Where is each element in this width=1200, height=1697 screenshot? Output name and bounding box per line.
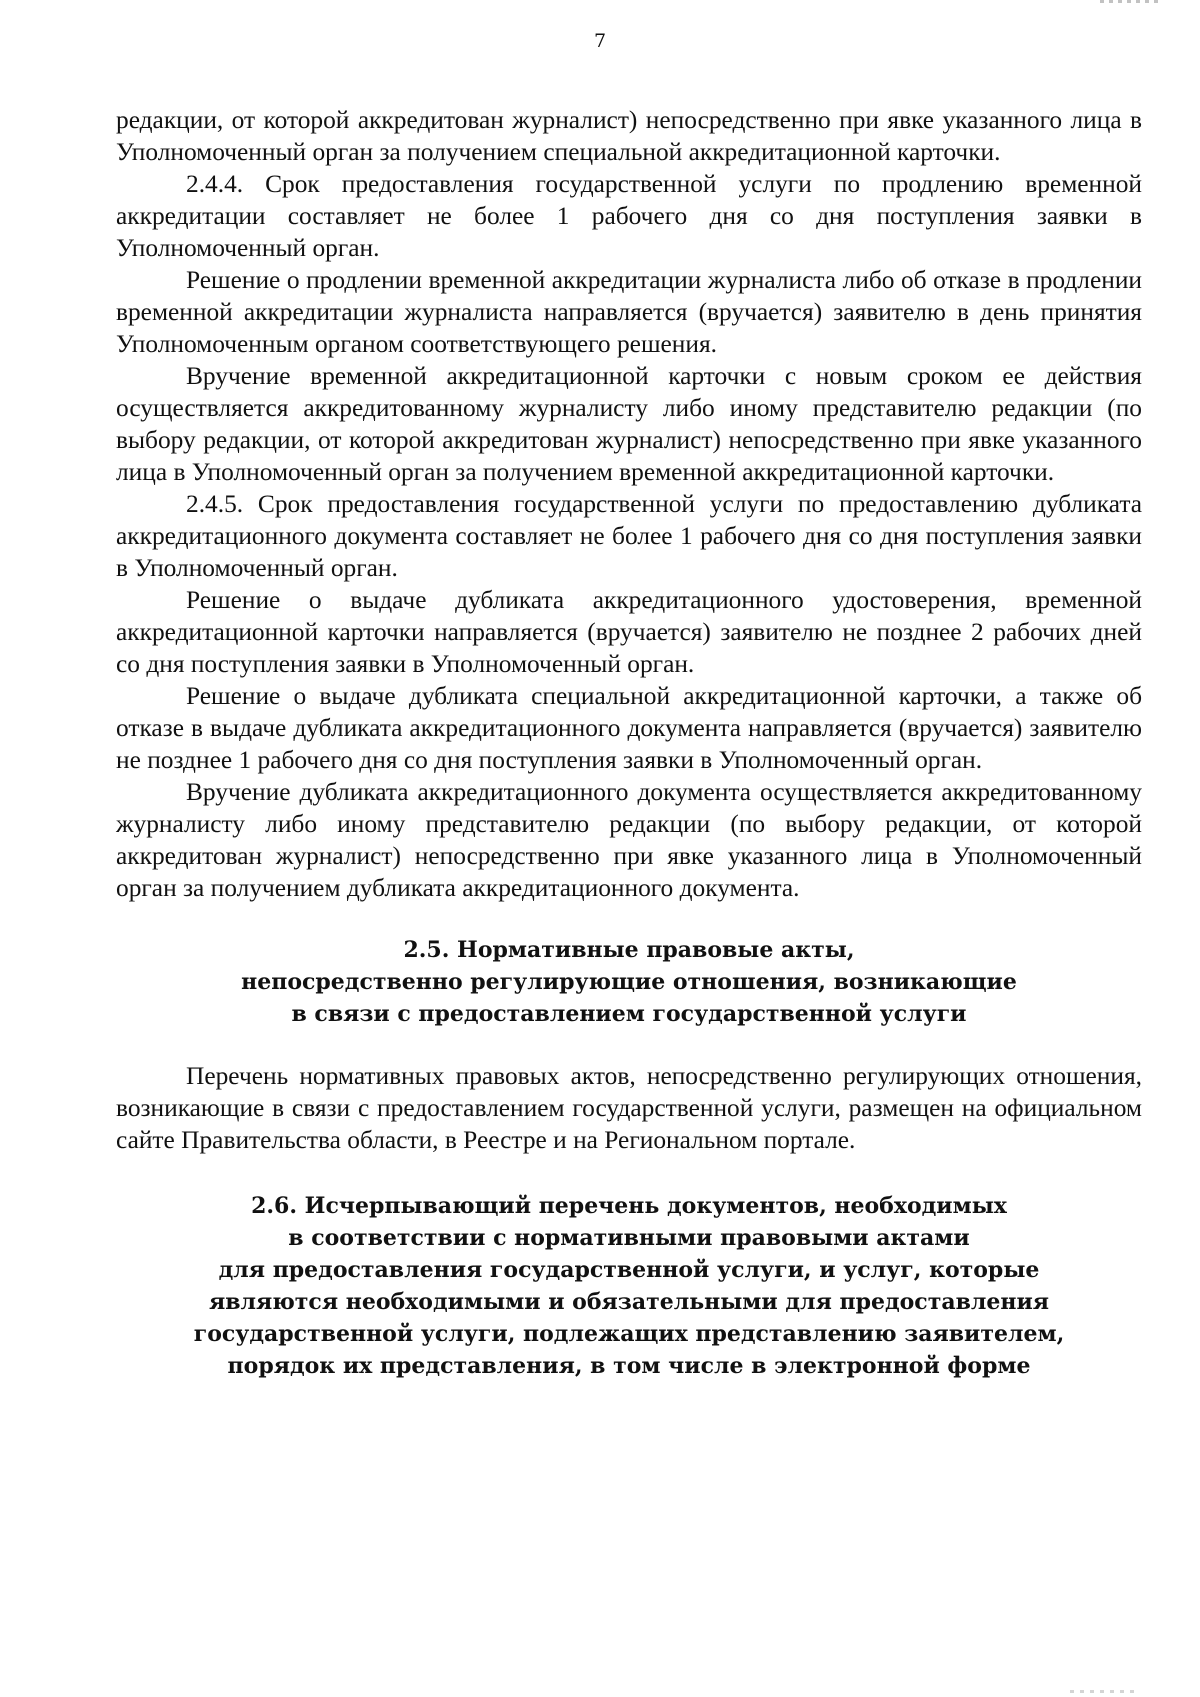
heading-line: непосредственно регулирующие отношения, возникающие <box>241 969 1017 995</box>
page-number: 7 <box>593 30 607 52</box>
scan-artifact-bottom <box>1070 1690 1140 1693</box>
heading-line: в соответствии с нормативными правовыми актами <box>288 1225 970 1251</box>
heading-line: 2.6. Исчерпывающий перечень документов, необходимых <box>251 1193 1007 1219</box>
section-2-4-paragraphs <box>116 104 1142 904</box>
paragraph: Вручение временной аккредитационной карточки с новым сроком ее действия осуществляется аккредитованному журналисту либо иному представителю редакции (по выбору редакции, от которой аккредитован журналист) непосредственно при явке указанного лица в Уполномоченный орган за получением временной аккредитационной карточки. <box>116 362 1142 486</box>
paragraph: редакции, от которой аккредитован журналист) непосредственно при явке указанного лица в Уполномоченный орган за получением специальной аккредитационной карточки. <box>116 106 1142 166</box>
paragraph: Решение о выдаче дубликата специальной аккредитационной карточки, а также об отказе в выдаче дубликата аккредитационного документа направляется (вручается) заявителю не позднее 1 рабочего дня со дня поступления заявки в Уполномоченный орган. <box>116 682 1142 774</box>
heading-line: являются необходимыми и обязательными для предоставления <box>208 1289 1050 1315</box>
paragraph: 2.4.4. Срок предоставления государственной услуги по продлению временной аккредитации составляет не более 1 рабочего дня со дня поступления заявки в Уполномоченный орган. <box>116 170 1142 262</box>
section-heading-2-5 <box>116 934 1142 1030</box>
paragraph: Вручение дубликата аккредитационного документа осуществляется аккредитованному журналисту либо иному представителю редакции (по выбору редакции, от которой аккредитован журналист) непосредственно при явке указанного лица в Уполномоченный орган за получением дубликата аккредитационного документа. <box>116 778 1142 902</box>
scan-artifact-top <box>1100 0 1160 3</box>
paragraph: 2.4.5. Срок предоставления государственной услуги по предоставлению дубликата аккредитационного документа составляет не более 1 рабочего дня со дня поступления заявки в Уполномоченный орган. <box>116 490 1142 582</box>
section-heading-2-6 <box>116 1190 1142 1382</box>
heading-line: государственной услуги, подлежащих представлению заявителем, <box>193 1321 1065 1347</box>
heading-line: 2.5. Нормативные правовые акты, <box>403 937 855 963</box>
heading-line: порядок их представления, в том числе в электронной форме <box>227 1353 1031 1379</box>
paragraph-2-5: Перечень нормативных правовых актов, непосредственно регулирующих отношения, возникающие в связи с предоставлением государственной услуги, размещен на официальном сайте Правительства области, в Реестре и на Региональном портале. <box>116 1062 1142 1154</box>
heading-line: в связи с предоставлением государственной услуги <box>291 1001 967 1027</box>
paragraph: Решение о выдаче дубликата аккредитационного удостоверения, временной аккредитационной карточки направляется (вручается) заявителю не позднее 2 рабочих дней со дня поступления заявки в Уполномоченный орган. <box>116 586 1142 678</box>
paragraph: Решение о продлении временной аккредитации журналиста либо об отказе в продлении временной аккредитации журналиста направляется (вручается) заявителю в день принятия Уполномоченным органом соответствующего решения. <box>116 266 1142 358</box>
document-body <box>116 104 1142 1382</box>
heading-line: для предоставления государственной услуги, и услуг, которые <box>218 1257 1040 1283</box>
